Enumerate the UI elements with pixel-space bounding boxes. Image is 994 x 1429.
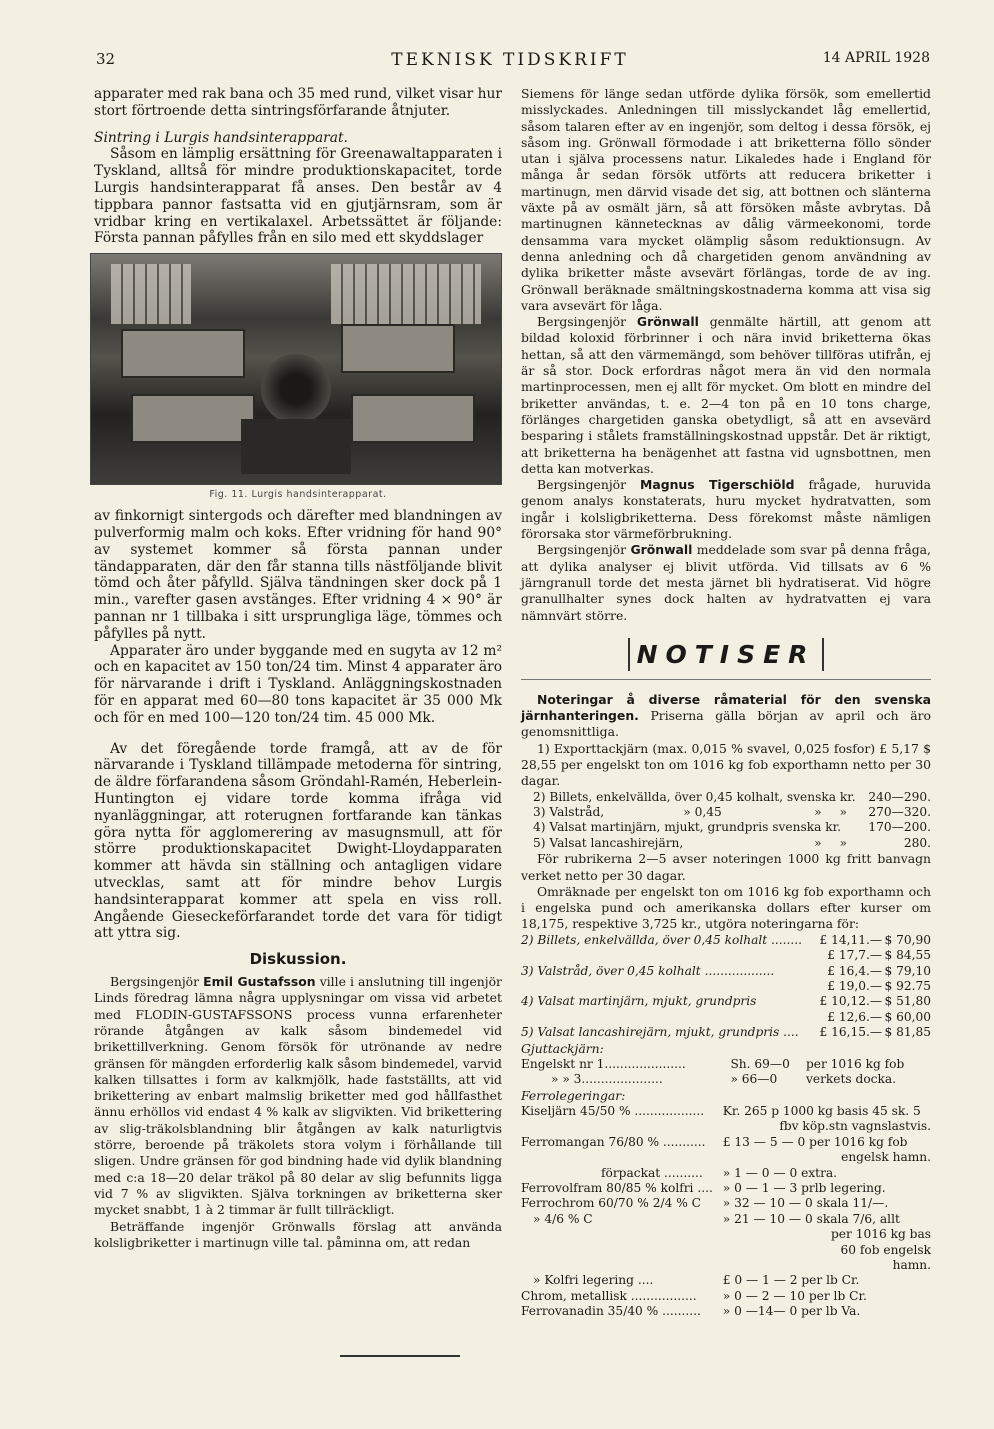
paragraph: Omräknade per engelskt ton om 1016 kg fob exporthamn och i engelska pund och amerikanska dollars efter kurser om 18,175, respektive 3,725 kr., utgöra noteringarna för: (521, 883, 931, 932)
table-row: per 1016 kg bas (831, 1227, 931, 1242)
photo-pan (131, 394, 255, 443)
table-row: 5) Valsat lancashirejärn, mjukt, grundpris .... £ 16,15.— $ 81,85 (521, 1025, 931, 1040)
journal-title: TEKNISK TIDSKRIFT (391, 50, 629, 70)
figure-photo (90, 253, 502, 485)
table-row: Engelskt nr 1..................... Sh. 69—0 per 1016 kg fob (521, 1056, 905, 1071)
table-row: Ferromangan 76/80 % ........... £ 13 — 5 — 0 per 1016 kg fob (521, 1134, 908, 1149)
footer-rule (340, 1355, 460, 1357)
table-row: engelsk hamn. (841, 1150, 931, 1165)
table-row: £ 17,7.— $ 84,55 (827, 948, 931, 963)
divider (521, 679, 931, 680)
paragraph: apparater med rak bana och 35 med rund, vilket visar hur stort förtroende detta sintringsförfarande åtnjuter. (94, 86, 502, 119)
paragraph: Bergsingenjör Magnus Tigerschiöld frågade, huruvida genom analys konstaterats, huru mycket hydratvatten, som ingår i kolsligbriketterna. Dess förekomst måste nämligen förorsaka stor värmeförbrukning. (521, 477, 931, 542)
figure-caption: Fig. 11. Lurgis handsinterapparat. (209, 489, 387, 501)
table-row: » » 3..................... » 66—0 verkets docka. (551, 1072, 897, 1087)
paragraph: Beträffande ingenjör Grönwalls förslag att använda kolsligbriketter i martinugn ville tal. påminna om, att redan (94, 1218, 502, 1250)
table-row: fbv köp.stn vagnslastvis. (779, 1119, 931, 1134)
table-row: 2) Billets, enkelvällda, över 0,45 kolhalt ........ £ 14,11.— $ 70,90 (521, 932, 931, 947)
list-item: 2) Billets, enkelvällda, över 0,45 kolhalt, svenska kr. 240—290. (533, 789, 931, 804)
subheading: Ferrolegeringar: (521, 1087, 626, 1103)
converted-prices-table (521, 933, 931, 1041)
list-item: 4) Valsat martinjärn, mjukt, grundpris svenska kr. 170—200. (533, 820, 931, 835)
photo-window (331, 264, 481, 324)
table-row: Ferrovolfram 80/85 % kolfri .... » 0 — 1 — 3 prlb legering. (521, 1180, 886, 1195)
list-item: 3) Valstråd, » 0,45 » » 270—320. (533, 804, 931, 819)
photo-window (111, 264, 191, 324)
table-row: Kiseljärn 45/50 % .................. Kr. 265 p 1000 kg basis 45 sk. 5 (521, 1103, 921, 1118)
table-row: 3) Valstråd, över 0,45 kolhalt .................. £ 16,4.— $ 79,10 (521, 963, 931, 978)
photo-pan (121, 329, 245, 378)
pig-iron-table (521, 1057, 931, 1088)
subheading: Sintring i Lurgis handsinterapparat. (94, 129, 348, 146)
ferroalloy-table (521, 1104, 931, 1320)
section-heading: Diskussion. (249, 950, 347, 969)
paragraph: Såsom en lämplig ersättning för Greenawaltapparaten i Tyskland, alltså för mindre produktionskapacitet, torde Lurgis handsinterapparat få anses. Den består av 4 tippbara pannor fastsatta vid en gjutjärnsram, som är vridbar kring en vertikalaxel. Arbetssättet är följande: Första pannan påfylles från en silo med ett skyddslager (94, 146, 502, 247)
table-row: » Kolfri legering .... £ 0 — 1 — 2 per lb Cr. (533, 1273, 860, 1288)
table-row: Ferrovanadin 35/40 % .......... » 0 —14— 0 per lb Va. (521, 1304, 861, 1319)
subheading: Gjuttackjärn: (521, 1040, 604, 1056)
paragraph: Av det föregående torde framgå, att av de för närvarande i Tyskland tillämpade metoderna för sintring, de äldre förfarandena såsom Gröndahl-Ramén, Heberlein-Huntington ej vidare torde komma ifråga vid nyanläggningar, att roterugnen fortfarande kan tänkas göra nytta för agglomerering av masugnsmull, att för större produktionskapacitet Dwight-Lloydapparaten kommer att hävda sin ställning och antagligen vidare utvecklas, samt att för mindre behov Lurgis handsinterapparat kommer att spela en viss roll. Angående Gieseckeförfarandet torde det vara för tidigt att yttra sig. (94, 740, 502, 942)
paragraph: Bergsingenjör Grönwall genmälte härtill, att genom att bildad koloxid förbrinner i och nära invid briketterna ökas hettan, så att den värmemängd, som behöver tillföras utifrån, ej är så stor. Dock erfordras något mera än vid den normala martinprocessen, men ej allt för mycket. Om blott en mindre del briketter användas, t. e. 2—4 ton på en 10 tons charge, förlänges chargetiden ganska obetydligt, så att en avsevärd besparing i stålets framställningskostnad uppstår. Det är riktigt, att briketterna ha benägenhet att fastna vid ugnsbottnen, men detta kan motverkas. (521, 314, 931, 476)
page-number: 32 (96, 50, 116, 68)
page-header (90, 50, 930, 76)
left-column (94, 86, 502, 1251)
table-row: » 4/6 % C » 21 — 10 — 0 skala 7/6, allt (533, 1211, 900, 1226)
table-row: 4) Valsat martinjärn, mjukt, grundpris £ 10,12.— $ 51,80 (521, 994, 931, 1009)
paragraph: 1) Exporttackjärn (max. 0,015 % svavel, 0,025 fosfor) £ 5,17 $ 28,55 per engelskt ton om 1016 kg fob exporthamn netto per 30 dagar. (521, 740, 931, 789)
paragraph: Bergsingenjör Grönwall meddelade som svar på denna fråga, att dylika analyser ej blivit utförda. Vid tillsats av 6 % järngranull torde det mesta järnet bli hydratiserat. Vid högre granullhalter synes dock halten av hydratvatten ej vara nämnvärt större. (521, 542, 931, 623)
paragraph: av finkornigt sintergods och därefter med blandningen av pulverformig malm och koks. Efter vridning för hand 90° av systemet kommer så första pannan under tändapparaten, där den får stanna tills nästföljande blivit tömd och åter påfylld. Själva tändningen sker dock på 1 min., varefter gasen avstänges. Efter vridning 4 × 90° är pannan nr 1 tillbaka i sitt ursprungliga läge, tömmes och påfylles på nytt. (94, 508, 502, 642)
paragraph: Noteringar å diverse råmaterial för den svenska järnhanteringen. Priserna gälla början av april och äro genomsnittliga. (521, 691, 931, 740)
photo-pan (341, 324, 455, 373)
table-row: förpackat .......... » 1 — 0 — 0 extra. (601, 1165, 838, 1180)
paragraph: Siemens för länge sedan utförde dylika försök, som emellertid misslyckades. Anledningen till misslyckandet låg emellertid, såsom talaren efter av en ingenjör, som deltog i dessa försök, ej såsom ing. Grönwall förmodade i att briketterna föllo sönder utan i själva processens natur. Likaledes hade i England för många år sedan försök utförts att reducera briketter i martinugn, men därvid visade det sig, att bottnen och slänterna växte på av osmält järn, så att försöken måste avbrytas. Då martinugnen kännetecknas av dålig värmeekonomi, torde densamma vara mycket olämplig såsom reduktionsugn. Av denna anledning och då chargetiden genom användning av dylika briketter måste avsevärt förlängas, torde de av ing. Grönwall beräknade smältningskostnaderna komma att visa sig vara avsevärt för låga. (521, 86, 931, 313)
right-column (521, 86, 931, 1320)
photo-hub (261, 354, 331, 424)
table-row: Chrom, metallisk ................. » 0 — 2 — 10 per lb Cr. (521, 1288, 867, 1303)
table-row: hamn. (892, 1258, 931, 1272)
table-row: £ 12,6.— $ 60,00 (827, 1009, 931, 1024)
paragraph: Apparater äro under byggande med en sugyta av 12 m² och en kapacitet av 150 ton/24 tim. Minst 4 apparater äro för närvarande i drift i Tyskland. Anläggningskostnaden för en apparat med 60—80 tons kapacitet är 35 000 Mk och för en med 100—120 ton/24 tim. 45 000 Mk. (94, 642, 502, 726)
price-list (521, 790, 931, 852)
table-row: £ 19,0.— $ 92.75 (827, 978, 931, 993)
paragraph: Bergsingenjör Emil Gustafsson ville i anslutning till ingenjör Linds föredrag lämna några upplysningar om vissa vid arbetet med FLODIN-GUSTAFSSONS process vunna erfarenheter rörande åtgången av kalk såsom bindemedel vid brikettillverkning. Genom försök för utrönande av nedre gränsen för mängden erforderlig kalk såsom bindemedel, varvid kalken tillsattes i form av kalkmjölk, hade fastställts, att vid brikettering av enbart malmslig briketter med god hållfasthet ännu erhöllos vid endast 4 % kalk av sligvikten. Vid brikettering av slig-träkolsblandning blir åtgången av kalk naturligtvis större, beroende på träkolets stora volym i förhållande till sligen. Undre gränsen för god bindning hade vid dylik blandning med c:a 18—20 delar träkol på 80 delar av slig befunnits ligga vid 7 % av sligvikten. Själva torkningen av briketterna sker mycket snabbt, 1 à 2 timmar är fullt tillräckligt. (94, 974, 502, 1218)
issue-date: 14 APRIL 1928 (822, 50, 930, 66)
notiser-heading: NOTISER (628, 638, 824, 671)
table-row: 60 fob engelsk (840, 1242, 931, 1257)
table-row: Ferrochrom 60/70 % 2/4 % C » 32 — 10 — 0 skala 11/—. (521, 1196, 889, 1211)
paragraph: För rubrikerna 2—5 avser noteringen 1000 kg fritt banvagn verket netto per 30 dagar. (521, 851, 931, 883)
photo-pan (351, 394, 475, 443)
list-item: 5) Valsat lancashirejärn, » » 280. (533, 835, 931, 850)
photo-base (241, 419, 351, 474)
